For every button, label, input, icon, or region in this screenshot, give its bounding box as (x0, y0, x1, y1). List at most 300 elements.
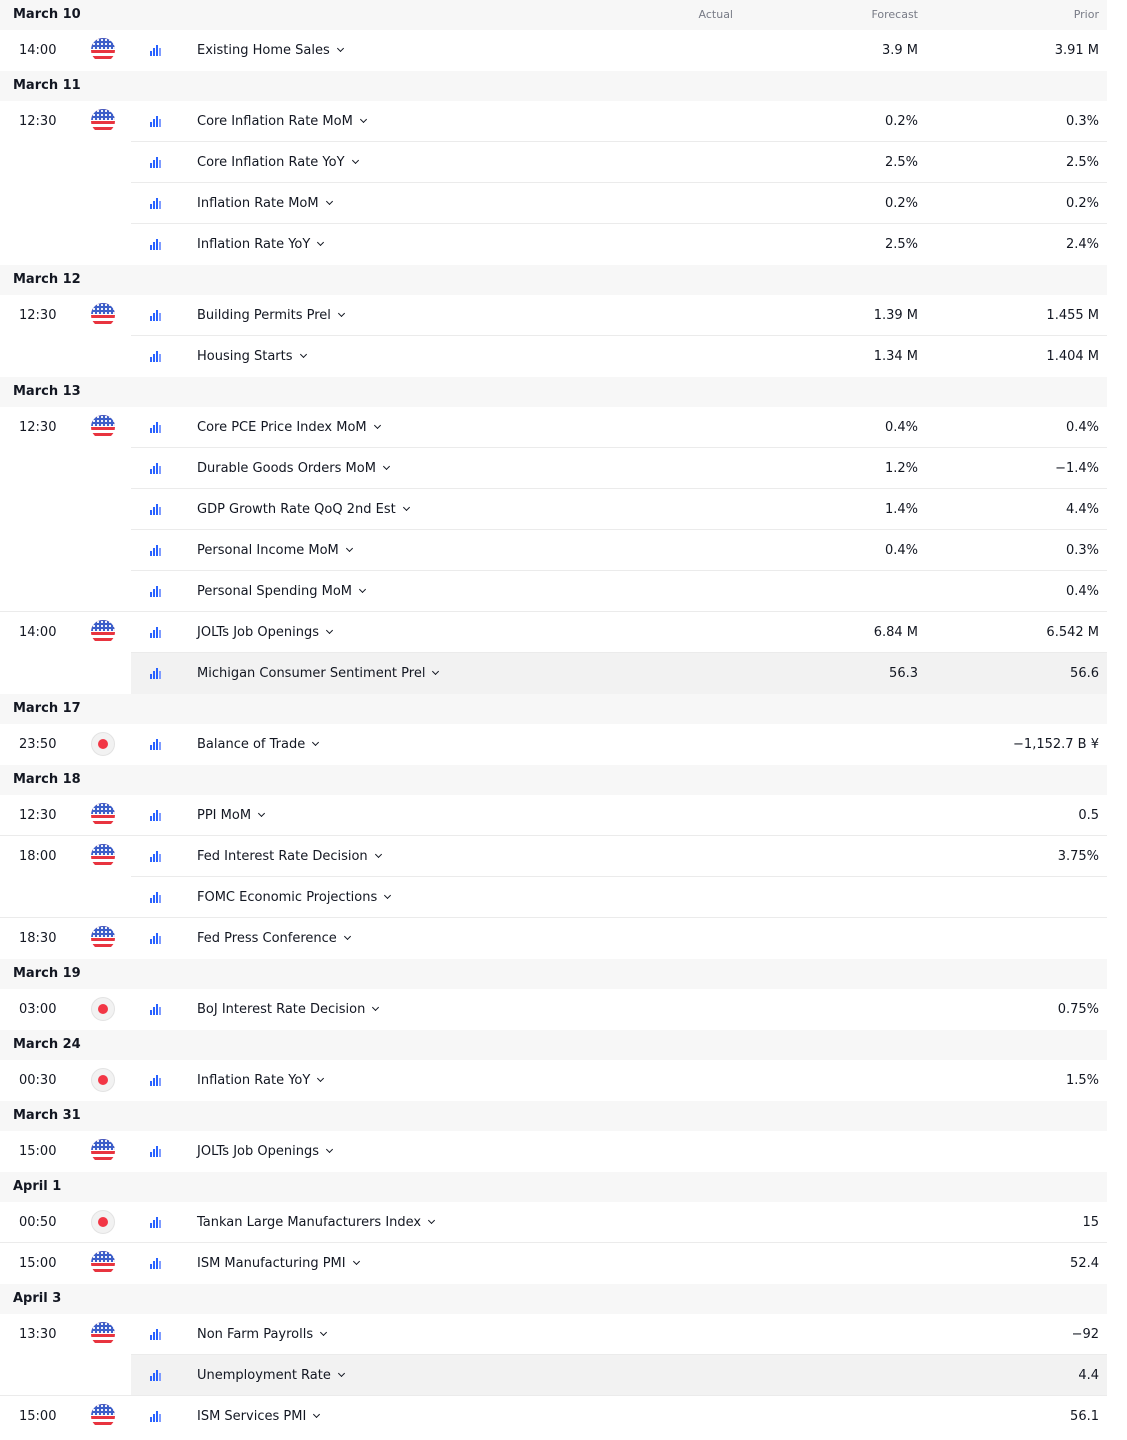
event-title[interactable] (197, 1202, 434, 1243)
event-title[interactable] (197, 612, 332, 653)
chevron-down-icon[interactable] (432, 668, 439, 675)
prior-value: 0.3% (1065, 543, 1099, 558)
importance-bars-icon (150, 45, 162, 56)
prior-value: 6.542 M (1046, 625, 1099, 640)
event-name: Personal Income MoM (197, 543, 339, 558)
importance-bar (150, 674, 152, 679)
chevron-down-icon[interactable] (346, 545, 353, 552)
chevron-down-icon[interactable] (372, 1004, 379, 1011)
us-flag-icon (91, 303, 115, 327)
event-name: Tankan Large Manufacturers Index (197, 1215, 422, 1230)
event-time: 15:00 (19, 1409, 57, 1424)
importance-bars-icon (150, 933, 162, 944)
event-title[interactable] (197, 1314, 326, 1355)
jp-flag-icon (91, 997, 115, 1021)
us-flag-icon (91, 803, 115, 827)
importance-bars-icon (150, 1075, 162, 1086)
importance-bars-icon (150, 586, 162, 597)
importance-bar (159, 313, 161, 321)
importance-bar (156, 739, 158, 750)
importance-bar (153, 854, 155, 862)
flag-canton (91, 1404, 115, 1415)
us-flag-icon (91, 1322, 115, 1346)
importance-bar (153, 1149, 155, 1157)
event-title[interactable] (197, 407, 380, 448)
importance-bar (153, 895, 155, 903)
importance-bar (159, 1332, 161, 1340)
event-title[interactable] (197, 448, 389, 489)
forecast-value: 2.5% (884, 237, 918, 252)
event-row[interactable] (0, 336, 1107, 377)
importance-bar (153, 936, 155, 944)
importance-bar (159, 1261, 161, 1269)
event-time: 12:30 (19, 420, 57, 435)
prior-value: 3.91 M (1054, 43, 1099, 58)
event-title[interactable] (197, 1060, 323, 1101)
column-header-actual: Actual (698, 8, 733, 21)
importance-bar (150, 1417, 152, 1422)
importance-bar (150, 745, 152, 750)
event-title[interactable] (197, 877, 390, 918)
importance-bar (156, 351, 158, 362)
date-header (0, 71, 1107, 101)
chevron-down-icon[interactable] (338, 310, 345, 317)
event-title[interactable] (197, 295, 344, 336)
date-label: March 12 (13, 272, 81, 287)
event-row[interactable] (0, 1202, 1107, 1243)
forecast-value: 0.4% (884, 420, 918, 435)
event-title[interactable] (197, 224, 323, 265)
importance-bar (156, 45, 158, 56)
importance-bar (150, 939, 152, 944)
forecast-value: 0.4% (884, 543, 918, 558)
event-title[interactable] (197, 530, 352, 571)
event-name: Core Inflation Rate YoY (197, 155, 345, 170)
chevron-down-icon[interactable] (320, 1329, 327, 1336)
importance-bar (156, 810, 158, 821)
event-time: 00:50 (19, 1215, 57, 1230)
prior-value: −1.4% (1055, 461, 1099, 476)
event-title[interactable] (197, 1243, 359, 1284)
date-header (0, 1101, 1107, 1131)
importance-bar (153, 507, 155, 515)
event-name: Inflation Rate MoM (197, 196, 319, 211)
date-label: March 13 (13, 384, 81, 399)
event-row[interactable] (0, 295, 1107, 336)
chevron-down-icon[interactable] (344, 933, 351, 940)
prior-value: 0.3% (1065, 114, 1099, 129)
event-row[interactable] (0, 571, 1107, 612)
importance-bar (159, 671, 161, 679)
importance-bar (156, 1075, 158, 1086)
importance-bars-icon (150, 1258, 162, 1269)
event-time: 23:50 (19, 737, 57, 752)
date-label: March 19 (13, 966, 81, 981)
importance-bar (150, 1376, 152, 1381)
importance-bars-icon (150, 1146, 162, 1157)
importance-bars-icon (150, 627, 162, 638)
event-name: Durable Goods Orders MoM (197, 461, 376, 476)
importance-bar (153, 1078, 155, 1086)
event-row[interactable] (0, 1314, 1107, 1355)
date-header (0, 765, 1107, 795)
event-row[interactable] (0, 30, 1107, 71)
event-row[interactable] (0, 795, 1107, 836)
prior-value: 4.4% (1065, 502, 1099, 517)
importance-bar (153, 671, 155, 679)
importance-bar (153, 1332, 155, 1340)
flag-sun (98, 1004, 108, 1014)
event-time: 12:30 (19, 308, 57, 323)
us-flag-icon (91, 109, 115, 133)
prior-value: 4.4 (1078, 1368, 1099, 1383)
event-row[interactable] (0, 1060, 1107, 1101)
importance-bars-icon (150, 116, 162, 127)
flag-canton (91, 926, 115, 937)
forecast-value: 56.3 (889, 666, 918, 681)
importance-bar (156, 116, 158, 127)
event-time: 18:00 (19, 849, 57, 864)
event-row[interactable] (0, 836, 1107, 877)
importance-bar (159, 48, 161, 56)
importance-bar (153, 813, 155, 821)
date-label: March 17 (13, 701, 81, 716)
importance-bar (159, 242, 161, 250)
flag-canton (91, 1251, 115, 1262)
event-row[interactable] (0, 724, 1107, 765)
date-header (0, 0, 1107, 30)
us-flag-icon (91, 620, 115, 644)
chevron-down-icon[interactable] (359, 586, 366, 593)
event-row[interactable] (0, 1243, 1107, 1284)
forecast-value: 1.34 M (873, 349, 918, 364)
chevron-down-icon[interactable] (338, 1370, 345, 1377)
importance-bar (156, 310, 158, 321)
importance-bars-icon (150, 851, 162, 862)
importance-bar (153, 313, 155, 321)
importance-bar (150, 204, 152, 209)
event-name: ISM Manufacturing PMI (197, 1256, 346, 1271)
event-name: JOLTs Job Openings (197, 1144, 319, 1159)
importance-bar (153, 1220, 155, 1228)
prior-value: 15 (1082, 1215, 1099, 1230)
column-header-prior: Prior (1073, 8, 1099, 21)
event-title[interactable] (197, 918, 350, 959)
importance-bar (153, 742, 155, 750)
importance-bars-icon (150, 545, 162, 556)
forecast-value: 3.9 M (881, 43, 918, 58)
prior-value: 1.455 M (1046, 308, 1099, 323)
flag-canton (91, 844, 115, 855)
importance-bar (153, 425, 155, 433)
importance-bar (156, 157, 158, 168)
prior-value: 52.4 (1070, 1256, 1099, 1271)
importance-bar (156, 239, 158, 250)
event-title[interactable] (197, 1396, 319, 1437)
event-time: 03:00 (19, 1002, 57, 1017)
event-time: 14:00 (19, 43, 57, 58)
date-header (0, 1284, 1107, 1314)
importance-bar (156, 851, 158, 862)
event-name: Inflation Rate YoY (197, 1073, 311, 1088)
importance-bars-icon (150, 739, 162, 750)
chevron-down-icon[interactable] (317, 1075, 324, 1082)
date-header (0, 959, 1107, 989)
us-flag-icon (91, 844, 115, 868)
prior-value: 3.75% (1057, 849, 1099, 864)
date-label: March 24 (13, 1037, 81, 1052)
event-title[interactable] (197, 836, 381, 877)
event-time: 15:00 (19, 1256, 57, 1271)
importance-bars-icon (150, 422, 162, 433)
event-title[interactable] (197, 571, 365, 612)
date-label: March 10 (13, 7, 81, 22)
prior-value: 1.5% (1065, 1073, 1099, 1088)
jp-flag-icon (91, 1210, 115, 1234)
us-flag-icon (91, 415, 115, 439)
event-row[interactable] (0, 489, 1107, 530)
chevron-down-icon[interactable] (312, 739, 319, 746)
importance-bar (153, 466, 155, 474)
prior-value: 0.75% (1057, 1002, 1099, 1017)
event-title[interactable] (197, 183, 332, 224)
date-header (0, 1172, 1107, 1202)
importance-bar (159, 425, 161, 433)
importance-bars-icon (150, 810, 162, 821)
forecast-value: 1.4% (884, 502, 918, 517)
importance-bar (150, 316, 152, 321)
importance-bar (150, 898, 152, 903)
importance-bar (150, 633, 152, 638)
event-time: 12:30 (19, 808, 57, 823)
importance-bar (153, 242, 155, 250)
importance-bar (156, 627, 158, 638)
importance-bars-icon (150, 668, 162, 679)
event-row[interactable] (0, 1396, 1107, 1437)
event-name: Core PCE Price Index MoM (197, 420, 367, 435)
chevron-down-icon[interactable] (428, 1217, 435, 1224)
importance-bar (150, 1010, 152, 1015)
event-name: Personal Spending MoM (197, 584, 353, 599)
event-row[interactable] (0, 407, 1107, 448)
event-title[interactable] (197, 989, 378, 1030)
event-title[interactable] (197, 101, 366, 142)
us-flag-icon (91, 1251, 115, 1275)
chevron-down-icon[interactable] (326, 1146, 333, 1153)
us-flag-icon (91, 926, 115, 950)
flag-canton (91, 1139, 115, 1150)
chevron-down-icon[interactable] (352, 157, 359, 164)
chevron-down-icon[interactable] (375, 851, 382, 858)
event-row[interactable] (0, 1355, 1107, 1396)
event-row[interactable] (0, 612, 1107, 653)
date-header (0, 694, 1107, 724)
event-row[interactable] (0, 918, 1107, 959)
importance-bar (156, 1411, 158, 1422)
event-title[interactable] (197, 653, 438, 694)
prior-value: −1,152.7 B ¥ (1013, 737, 1099, 752)
importance-bar (156, 545, 158, 556)
forecast-value: 2.5% (884, 155, 918, 170)
importance-bar (150, 1081, 152, 1086)
event-time: 00:30 (19, 1073, 57, 1088)
importance-bar (159, 1149, 161, 1157)
event-name: Balance of Trade (197, 737, 306, 752)
importance-bar (159, 1414, 161, 1422)
chevron-down-icon[interactable] (313, 1411, 320, 1418)
importance-bar (153, 1007, 155, 1015)
importance-bar (153, 119, 155, 127)
us-flag-icon (91, 38, 115, 62)
importance-bar (159, 1078, 161, 1086)
us-flag-icon (91, 1139, 115, 1163)
chevron-down-icon[interactable] (337, 45, 344, 52)
importance-bar (156, 422, 158, 433)
importance-bar (150, 1335, 152, 1340)
event-title[interactable] (197, 1131, 332, 1172)
importance-bars-icon (150, 351, 162, 362)
event-name: Building Permits Prel (197, 308, 331, 323)
date-label: March 18 (13, 772, 81, 787)
event-row[interactable] (0, 101, 1107, 142)
event-row[interactable] (0, 877, 1107, 918)
importance-bar (153, 630, 155, 638)
importance-bar (150, 592, 152, 597)
event-name: Housing Starts (197, 349, 293, 364)
forecast-value: 1.2% (884, 461, 918, 476)
event-name: ISM Services PMI (197, 1409, 307, 1424)
chevron-down-icon[interactable] (383, 463, 390, 470)
prior-value: 1.404 M (1046, 349, 1099, 364)
event-row[interactable] (0, 530, 1107, 571)
importance-bar (150, 1264, 152, 1269)
importance-bar (159, 813, 161, 821)
event-row[interactable] (0, 653, 1107, 694)
chevron-down-icon[interactable] (353, 1258, 360, 1265)
event-name: Michigan Consumer Sentiment Prel (197, 666, 426, 681)
importance-bar (153, 354, 155, 362)
importance-bar (156, 1004, 158, 1015)
event-row[interactable] (0, 142, 1107, 183)
event-name: BoJ Interest Rate Decision (197, 1002, 366, 1017)
importance-bar (159, 548, 161, 556)
importance-bar (159, 1220, 161, 1228)
date-label: April 1 (13, 1179, 62, 1194)
event-name: Existing Home Sales (197, 43, 330, 58)
importance-bar (159, 507, 161, 515)
importance-bar (150, 428, 152, 433)
importance-bar (159, 466, 161, 474)
importance-bar (150, 857, 152, 862)
event-title[interactable] (197, 489, 409, 530)
event-title[interactable] (197, 336, 306, 377)
importance-bar (156, 586, 158, 597)
event-title[interactable] (197, 724, 318, 765)
event-name: Fed Interest Rate Decision (197, 849, 368, 864)
importance-bar (150, 163, 152, 168)
prior-value: 0.5 (1078, 808, 1099, 823)
chevron-down-icon[interactable] (360, 116, 367, 123)
column-header-forecast: Forecast (871, 8, 918, 21)
chevron-down-icon[interactable] (326, 198, 333, 205)
importance-bar (150, 1152, 152, 1157)
importance-bars-icon (150, 198, 162, 209)
event-name: Unemployment Rate (197, 1368, 331, 1383)
importance-bar (156, 1329, 158, 1340)
importance-bar (153, 48, 155, 56)
event-row[interactable] (0, 1131, 1107, 1172)
importance-bar (153, 548, 155, 556)
importance-bar (153, 1373, 155, 1381)
chevron-down-icon[interactable] (299, 351, 306, 358)
event-row[interactable] (0, 989, 1107, 1030)
event-row[interactable] (0, 183, 1107, 224)
date-header (0, 377, 1107, 407)
flag-sun (98, 1217, 108, 1227)
chevron-down-icon[interactable] (317, 239, 324, 246)
prior-value: 0.4% (1065, 420, 1099, 435)
event-title[interactable] (197, 1355, 344, 1396)
forecast-value: 0.2% (884, 114, 918, 129)
importance-bar (150, 510, 152, 515)
importance-bar (156, 504, 158, 515)
chevron-down-icon[interactable] (326, 627, 333, 634)
flag-canton (91, 109, 115, 120)
importance-bar (150, 245, 152, 250)
importance-bar (156, 1370, 158, 1381)
forecast-value: 1.39 M (873, 308, 918, 323)
importance-bar (153, 1414, 155, 1422)
event-title[interactable] (197, 30, 343, 71)
importance-bar (159, 854, 161, 862)
event-row[interactable] (0, 448, 1107, 489)
event-name: Inflation Rate YoY (197, 237, 311, 252)
event-name: PPI MoM (197, 808, 252, 823)
importance-bar (153, 589, 155, 597)
importance-bar (150, 51, 152, 56)
flag-canton (91, 415, 115, 426)
event-time: 13:30 (19, 1327, 57, 1342)
prior-value: 2.4% (1065, 237, 1099, 252)
importance-bars-icon (150, 504, 162, 515)
prior-value: 0.2% (1065, 196, 1099, 211)
flag-canton (91, 303, 115, 314)
date-label: March 11 (13, 78, 81, 93)
importance-bar (156, 933, 158, 944)
chevron-down-icon[interactable] (258, 810, 265, 817)
prior-value: 56.6 (1070, 666, 1099, 681)
importance-bar (153, 201, 155, 209)
event-title[interactable] (197, 142, 358, 183)
prior-value: 0.4% (1065, 584, 1099, 599)
importance-bar (150, 551, 152, 556)
importance-bar (159, 160, 161, 168)
chevron-down-icon[interactable] (403, 504, 410, 511)
forecast-value: 6.84 M (873, 625, 918, 640)
importance-bar (150, 122, 152, 127)
event-title[interactable] (197, 795, 264, 836)
prior-value: 56.1 (1070, 1409, 1099, 1424)
chevron-down-icon[interactable] (384, 892, 391, 899)
event-name: Core Inflation Rate MoM (197, 114, 353, 129)
importance-bar (153, 160, 155, 168)
importance-bar (159, 354, 161, 362)
chevron-down-icon[interactable] (374, 422, 381, 429)
event-row[interactable] (0, 224, 1107, 265)
importance-bars-icon (150, 310, 162, 321)
importance-bar (159, 119, 161, 127)
importance-bars-icon (150, 1411, 162, 1422)
